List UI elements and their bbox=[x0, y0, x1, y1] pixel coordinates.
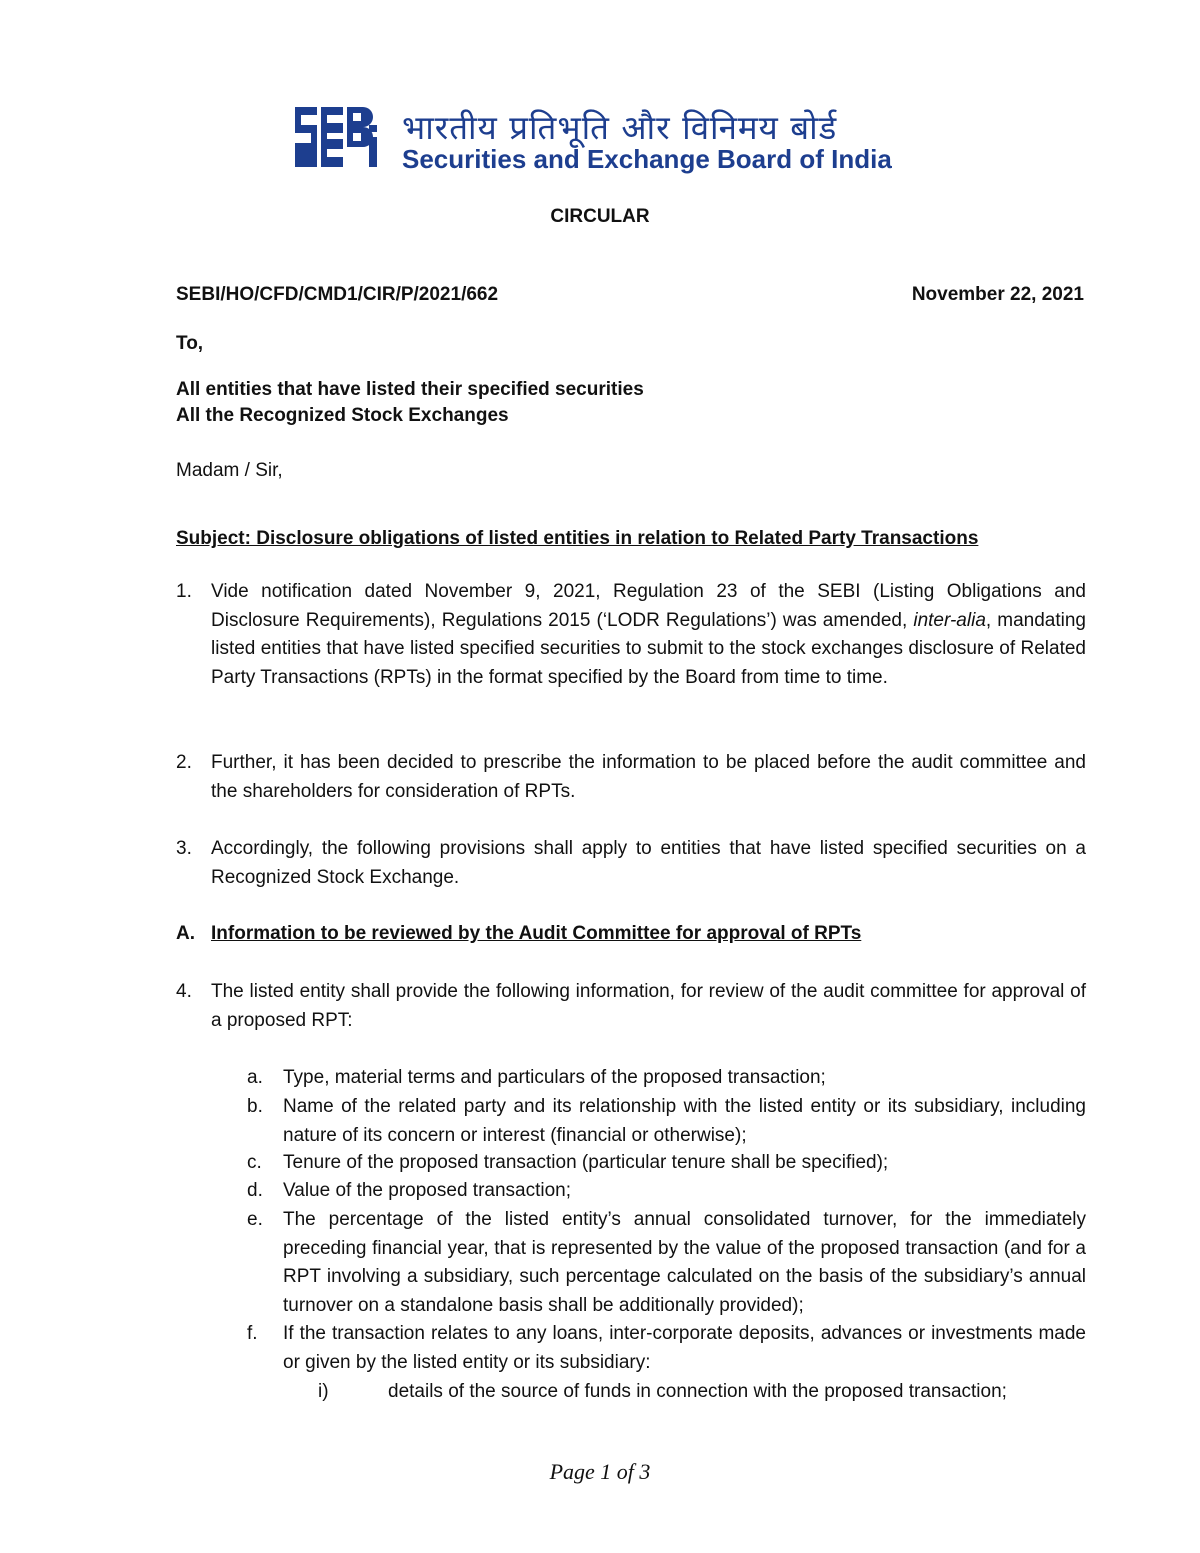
sub-item-number: i) bbox=[318, 1381, 329, 1402]
circular-label: CIRCULAR bbox=[550, 206, 650, 227]
paragraph-2: Further, it has been decided to prescribe the information to be placed before the audit committee and the shareholders for consideration of RPTs. bbox=[211, 752, 1086, 802]
paragraph-3-number: 3. bbox=[176, 838, 192, 859]
list-item: Tenure of the proposed transaction (particular tenure shall be specified); bbox=[283, 1152, 889, 1173]
list-item-letter: d. bbox=[247, 1180, 263, 1201]
list-item: If the transaction relates to any loans, inter-corporate deposits, advances or investments made or given by the listed entity or its subsidiary: bbox=[283, 1323, 1086, 1373]
subject-line: Subject: Disclosure obligations of listed entities in relation to Related Party Transactions bbox=[176, 528, 979, 549]
sebi-logo bbox=[293, 103, 381, 173]
italic-term: inter-alia bbox=[913, 609, 986, 631]
reference-number: SEBI/HO/CFD/CMD1/CIR/P/2021/662 bbox=[176, 284, 499, 305]
to-line: To, bbox=[176, 333, 204, 354]
list-item-letter: a. bbox=[247, 1067, 263, 1088]
list-item-letter: b. bbox=[247, 1096, 263, 1117]
circular-date: November 22, 2021 bbox=[911, 284, 1084, 305]
paragraph-4: The listed entity shall provide the following information, for review of the audit committee for approval of a proposed RPT: bbox=[211, 981, 1086, 1031]
paragraph-1-number: 1. bbox=[176, 581, 192, 602]
paragraph-3: Accordingly, the following provisions shall apply to entities that have listed specified securities on a Recognized Stock Exchange. bbox=[211, 838, 1086, 888]
salutation: Madam / Sir, bbox=[176, 460, 283, 481]
paragraph-2-number: 2. bbox=[176, 752, 192, 773]
sub-item: details of the source of funds in connection with the proposed transaction; bbox=[388, 1381, 1007, 1402]
section-a-label: A. bbox=[176, 923, 195, 944]
list-item-letter: f. bbox=[247, 1323, 258, 1344]
page-footer: Page 1 of 3 bbox=[549, 1459, 651, 1484]
paragraph-4-number: 4. bbox=[176, 981, 192, 1002]
list-item-letter: c. bbox=[247, 1152, 262, 1173]
section-a-title: Information to be reviewed by the Audit Committee for approval of RPTs bbox=[211, 923, 862, 944]
addressee-2: All the Recognized Stock Exchanges bbox=[176, 405, 509, 426]
org-name-english: Securities and Exchange Board of India bbox=[402, 144, 892, 174]
list-item-letter: e. bbox=[247, 1209, 263, 1230]
list-item: Name of the related party and its relationship with the listed entity or its subsidiary, including nature of its concern or interest (financial or otherwise); bbox=[283, 1096, 1086, 1146]
paragraph-1: Vide notification dated November 9, 2021, Regulation 23 of the SEBI (Listing Obligations and Disclosure Requirements), Regulations 2015 (‘LODR Regulations’) was amended, inter-alia, mandating listed entities that have listed specified securities to submit to the stock exchanges disclosure of Related Party Transactions (RPTs) in the format specified by the Board from time to time. bbox=[211, 581, 1086, 688]
list-item: Value of the proposed transaction; bbox=[283, 1180, 572, 1201]
list-item: Type, material terms and particulars of the proposed transaction; bbox=[283, 1067, 826, 1088]
addressee-1: All entities that have listed their specified securities bbox=[176, 379, 644, 400]
list-item: The percentage of the listed entity’s annual consolidated turnover, for the immediately preceding financial year, that is represented by the value of the proposed transaction (and for a RPT involving a subsidiary, such percentage calculated on the basis of the subsidiary’s annual turnover on a standalone basis shall be additionally provided); bbox=[283, 1209, 1086, 1316]
org-name-hindi: भारतीय प्रतिभूति और विनिमय बोर्ड bbox=[402, 108, 838, 147]
